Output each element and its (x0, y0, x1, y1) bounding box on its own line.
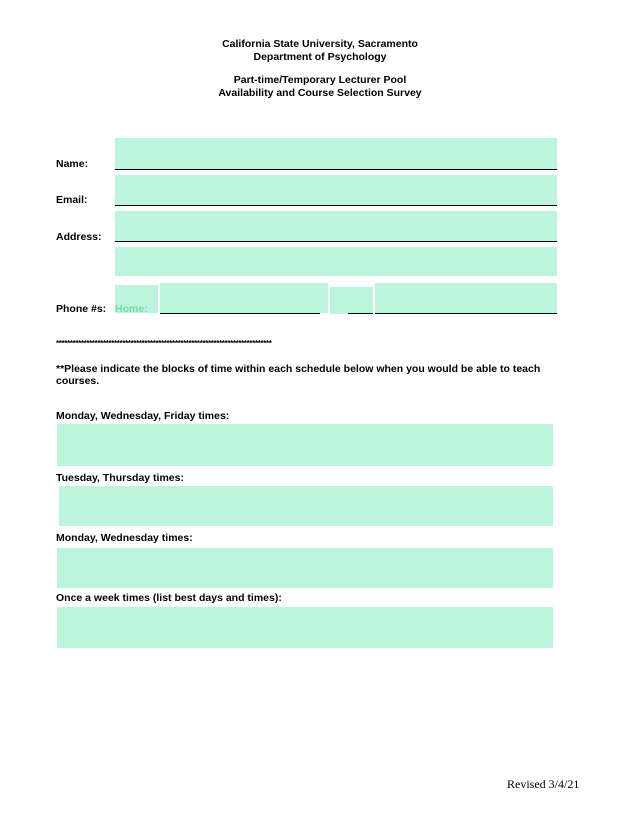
phone-type-field[interactable] (330, 287, 373, 314)
mwf-times-label: Monday, Wednesday, Friday times: (56, 410, 230, 422)
address-field-line-2[interactable] (115, 247, 557, 276)
email-label: Email: (56, 194, 88, 206)
name-field[interactable] (115, 138, 557, 170)
name-label: Name: (56, 158, 89, 170)
home-phone-field[interactable] (160, 283, 328, 313)
phone-type-underline (348, 313, 373, 314)
mwf-times-field[interactable] (57, 424, 553, 466)
email-field[interactable] (115, 175, 557, 206)
other-phone-field[interactable] (375, 283, 557, 314)
home-label: Home: (115, 303, 148, 315)
form-title-line-1: Part-time/Temporary Lecturer Pool (233, 74, 407, 86)
home-phone-underline (160, 313, 320, 314)
address-field-line-1[interactable] (115, 211, 557, 242)
department-name: Department of Psychology (253, 51, 387, 63)
revised-date: Revised 3/4/21 (507, 777, 580, 791)
mw-times-field[interactable] (57, 548, 553, 588)
address-label: Address: (56, 231, 102, 243)
separator-line: ****************************************************************************** (56, 339, 272, 348)
instructions-text: **Please indicate the blocks of time within each schedule below when you would be able to teach courses. (56, 363, 541, 387)
mw-times-label: Monday, Wednesday times: (56, 532, 193, 544)
form-title-line-2: Availability and Course Selection Survey (218, 87, 422, 99)
university-name: California State University, Sacramento (222, 38, 418, 50)
tth-times-field[interactable] (59, 486, 553, 526)
phone-label: Phone #s: (56, 303, 107, 315)
once-weekly-times-label: Once a week times (list best days and times): (56, 592, 282, 604)
tth-times-label: Tuesday, Thursday times: (56, 472, 184, 484)
once-weekly-times-field[interactable] (57, 607, 553, 648)
